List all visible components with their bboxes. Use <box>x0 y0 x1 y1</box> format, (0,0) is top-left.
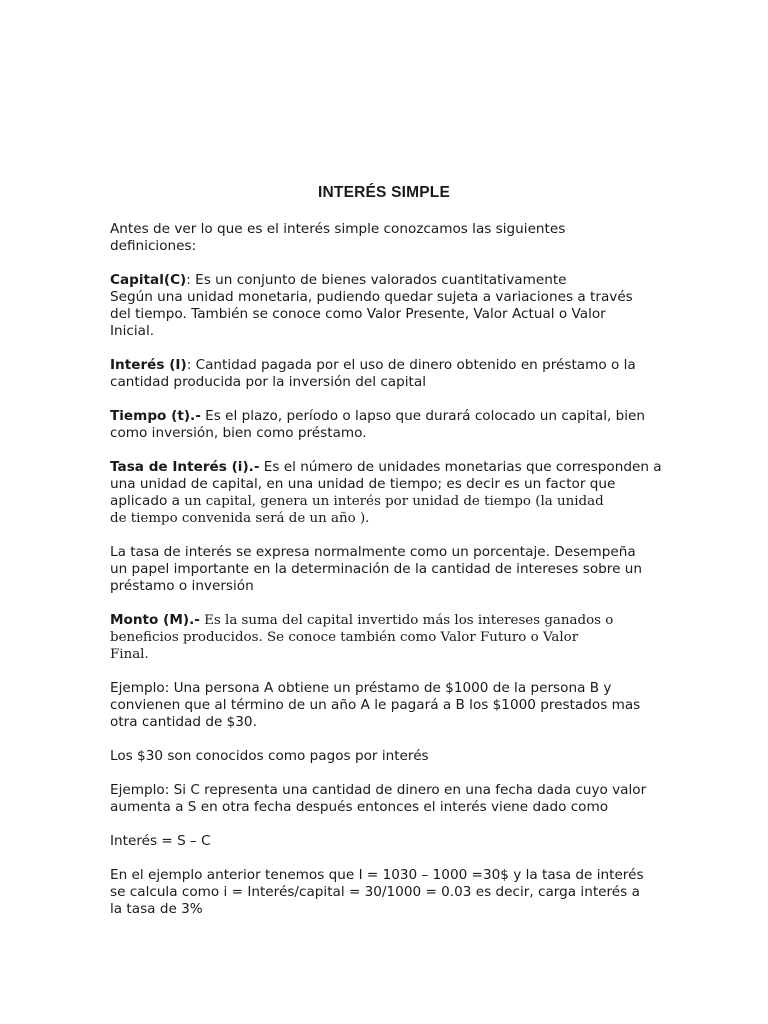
intro-paragraph: Antes de ver lo que es el interés simple conozcamos las siguientes definiciones: <box>110 221 566 254</box>
monto-term: Monto (M).- <box>110 612 200 628</box>
tasa-definition <box>110 459 670 527</box>
document-title: INTERÉS SIMPLE <box>318 184 450 201</box>
interes-text: : Cantidad pagada por el uso de dinero obtenido en préstamo o la cantidad producida por la inversión del capital <box>110 357 636 390</box>
tasa-porcentaje-paragraph: La tasa de interés se expresa normalmente como un porcentaje. Desempeña un papel importante en la determinación de la cantidad de intereses sobre un préstamo o inversión <box>110 544 642 594</box>
tiempo-definition <box>110 408 670 442</box>
formula-line: Interés = S – C <box>110 833 211 849</box>
capital-term: Capital(C) <box>110 272 187 288</box>
interes-term: Interés (I) <box>110 357 187 373</box>
ejemplo-1-paragraph: Ejemplo: Una persona A obtiene un préstamo de $1000 de la persona B y convienen que al término de un año A le pagará a B los $1000 prestados mas otra cantidad de $30. <box>110 680 641 730</box>
capital-text: : Es un conjunto de bienes valorados cuantitativamente Según una unidad monetaria, pudiendo quedar sujeta a variaciones a través del tiempo. También se conoce como Valor Presente, Valor Actual o Valor Inicial. <box>110 272 633 339</box>
pagos-paragraph: Los $30 son conocidos como pagos por interés <box>110 748 429 764</box>
monto-text: Es la suma del capital invertido más los intereses ganados o beneficios producidos. Se conoce también como Valor Futuro o Valor Final. <box>110 613 614 662</box>
tasa-serif-text: un capital, genera un interés por unidad de tiempo (la unidad de tiempo convenida será de un año ). <box>110 494 604 526</box>
tiempo-term: Tiempo (t).- <box>110 408 201 424</box>
tiempo-text: Es el plazo, período o lapso que durará colocado un capital, bien como inversión, bien como préstamo. <box>110 408 646 441</box>
monto-definition <box>110 612 670 663</box>
ejemplo-2-paragraph: Ejemplo: Si C representa una cantidad de dinero en una fecha dada cuyo valor aumenta a S en otra fecha después entonces el interés viene dado como <box>110 782 647 815</box>
tasa-text: Es el número de unidades monetarias que corresponden a una unidad de capital, en una unidad de tiempo; es decir es un factor que aplicado a <box>110 459 662 509</box>
tasa-term: Tasa de Interés (i).- <box>110 459 260 475</box>
capital-definition <box>110 272 670 340</box>
ejemplo-anterior-paragraph: En el ejemplo anterior tenemos que I = 1030 – 1000 =30$ y la tasa de interés se calcula como i = Interés/capital = 30/1000 = 0.03 es decir, carga interés a la tasa de 3% <box>110 867 644 917</box>
interes-definition <box>110 357 670 391</box>
